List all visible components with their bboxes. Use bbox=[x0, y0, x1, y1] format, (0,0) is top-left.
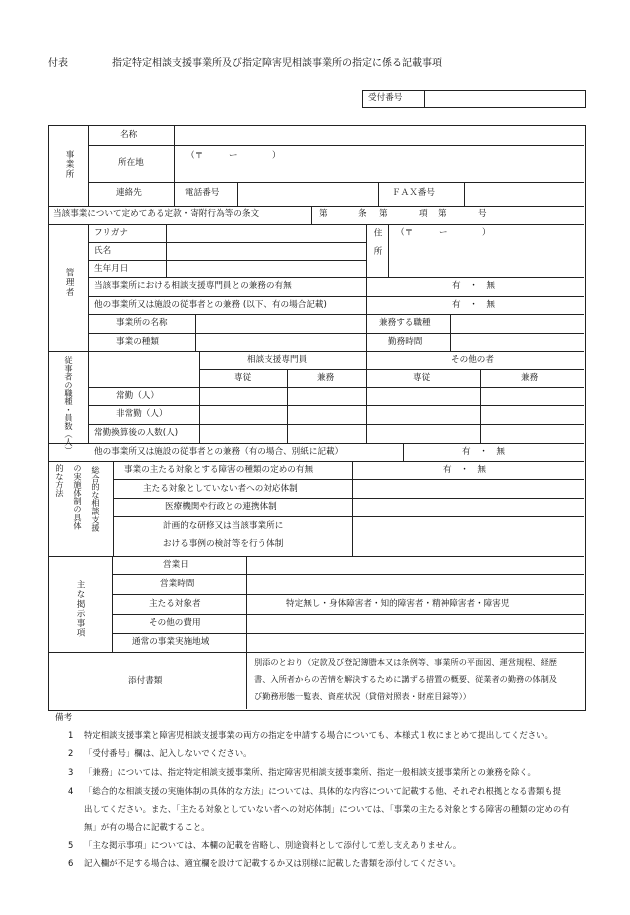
remark-text: 記入欄が不足する場合は、適宜欄を設けて記載するか又は別様に記載した書類を添付してください。 bbox=[84, 858, 461, 868]
attachments-text: 別添のとおり（定款及び登記簿謄本又は条例等、事業所の平面図、運営規程、経歴 bbox=[254, 657, 557, 667]
concurrent-other-choice[interactable]: 有 ・ 無 bbox=[452, 300, 495, 310]
other-fulltime-header: 専従 bbox=[413, 373, 431, 383]
staff-row-label: 常勤（人） bbox=[116, 391, 159, 401]
phone-label: 電話番号 bbox=[185, 188, 220, 198]
work-hours-label: 勤務時間 bbox=[388, 337, 423, 347]
remark-text: 「受付番号」欄は、記入しないでください。 bbox=[84, 748, 252, 758]
notice-row-label: その他の費用 bbox=[149, 618, 201, 628]
clause-prefix: 第 bbox=[379, 209, 388, 219]
notice-row-label: 営業日 bbox=[163, 560, 189, 570]
notice-target-value[interactable]: 特定無し・身体障害者・知的障害者・精神障害者・障害児 bbox=[286, 599, 510, 609]
other-dual-header: 兼務 bbox=[521, 373, 539, 383]
method-row-label: 事業の主たる対象とする障害の種類の定めの有無 bbox=[124, 465, 314, 475]
method-target-choice[interactable]: 有 ・ 無 bbox=[443, 465, 486, 475]
office-address-label: 所在地 bbox=[118, 158, 144, 168]
office-name-label: 名称 bbox=[120, 130, 138, 140]
office-section-label: 事業所 bbox=[64, 150, 74, 179]
staff-concurrent-choice[interactable]: 有 ・ 無 bbox=[462, 447, 505, 457]
concurrent-office-type-label: 事業の種類 bbox=[116, 337, 159, 347]
concurrent-other-label: 他の事業所又は施設の従事者との兼務 (以下、有の場合記載) bbox=[94, 300, 327, 310]
birthdate-label: 生年月日 bbox=[94, 264, 129, 274]
method-section-inner: 総合的な相談支援 bbox=[91, 466, 101, 532]
manager-name-label: 氏名 bbox=[94, 246, 112, 256]
other-staff-header: その他の者 bbox=[451, 355, 494, 365]
manager-address-label: 住所 bbox=[372, 228, 382, 266]
regulation-label: 当該事業について定めてある定款・寄附行為等の条文 bbox=[53, 209, 260, 219]
method-section-outer: 的な方法 bbox=[55, 464, 65, 497]
staff-row-label: 非常勤（人） bbox=[116, 409, 168, 419]
remark-number: 3 bbox=[68, 767, 74, 777]
remark-number: 4 bbox=[68, 786, 74, 796]
notice-row-label: 通常の事業実施地域 bbox=[132, 637, 210, 647]
attachments-text: び勤務形態一覧表、資産状況（貸借対照表・財産目録等）） bbox=[254, 691, 471, 701]
remark-text: 無」が有の場合に記載すること。 bbox=[84, 822, 210, 832]
article-prefix: 第 bbox=[319, 209, 328, 219]
contact-label: 連絡先 bbox=[116, 188, 142, 198]
method-section-mid: の実施体制の具体 bbox=[73, 464, 83, 530]
notice-row-label: 営業時間 bbox=[160, 579, 195, 589]
remark-number: 5 bbox=[68, 840, 74, 850]
manager-section-label: 管理者 bbox=[64, 268, 74, 297]
furigana-label: フリガナ bbox=[94, 228, 128, 238]
item-prefix: 第 bbox=[438, 209, 447, 219]
attachments-label: 添付書類 bbox=[128, 676, 163, 686]
staff-section-label: 従事者の職種・員数（人） bbox=[64, 356, 74, 455]
remark-text: 「兼務」については、指定特定相談支援事業所、指定障害児相談支援事業所、指定一般相談支援事業所との兼務を除く。 bbox=[84, 767, 536, 777]
office-postal[interactable]: （〒 ー ） bbox=[186, 151, 281, 161]
item-suffix: 号 bbox=[478, 209, 487, 219]
staff-concurrent-label: 他の事業所又は施設の従事者との兼務（有の場合、別紙に記載） bbox=[94, 447, 344, 457]
page-title: 指定特定相談支援事業所及び指定障害児相談事業所の指定に係る記載事項 bbox=[112, 58, 442, 69]
remark-text: 「主な掲示事項」については、本欄の記載を省略し、別途資料として添付して差し支えありません。 bbox=[84, 840, 462, 850]
manager-postal[interactable]: （〒 ー ） bbox=[396, 228, 491, 238]
concurrent-office-name-label: 事業所の名称 bbox=[116, 318, 168, 328]
specialist-header: 相談支援専門員 bbox=[247, 355, 308, 365]
specialist-fulltime-header: 専従 bbox=[234, 373, 252, 383]
form-label: 付表 bbox=[48, 58, 68, 69]
remark-text: 「総合的な相談支援の実施体制の具体的な方法」については、具体的な内容について記載する他、それぞれ根拠となる書類も提 bbox=[84, 786, 562, 796]
staff-row-label: 常勤換算後の人数(人) bbox=[94, 428, 179, 438]
remarks-title: 備考 bbox=[55, 713, 73, 723]
concurrent-specialist-label: 当該事業所における相談支援専門員との兼務の有無 bbox=[94, 281, 292, 291]
article-suffix: 条 bbox=[358, 209, 367, 219]
receipt-label: 受付番号 bbox=[368, 93, 403, 103]
attachments-text: 書、入所者からの苦情を解決するために講ずる措置の概要、従業者の勤務の体制及 bbox=[254, 674, 557, 684]
method-row-label: おける事例の検討等を行う体制 bbox=[163, 539, 284, 549]
remark-text: 特定相談支援事業と障害児相談支援事業の両方の指定を申請する場合についても、本様式１枚にまとめて提出してください。 bbox=[84, 730, 553, 740]
method-row-label: 計画的な研修又は当該事業所に bbox=[163, 521, 284, 531]
method-row-label: 医療機関や行政との連携体制 bbox=[165, 502, 277, 512]
remark-text: 出してください。また、「主たる対象としていない者への対応体制」については、「事業の主たる対象とする障害の種類の定めの有 bbox=[84, 804, 570, 814]
specialist-dual-header: 兼務 bbox=[317, 373, 335, 383]
remark-number: 6 bbox=[68, 858, 74, 868]
remark-number: 1 bbox=[68, 730, 74, 740]
clause-suffix: 項 bbox=[419, 209, 428, 219]
notice-section-label: 主な掲示事項 bbox=[75, 580, 85, 638]
concurrent-specialist-choice[interactable]: 有 ・ 無 bbox=[452, 281, 495, 291]
fax-label: ＦＡＸ番号 bbox=[392, 188, 435, 198]
notice-row-label: 主たる対象者 bbox=[149, 599, 201, 609]
method-row-label: 主たる対象としていない者への対応体制 bbox=[143, 484, 298, 494]
concurrent-post-label: 兼務する職種 bbox=[379, 318, 431, 328]
remark-number: 2 bbox=[68, 748, 74, 758]
